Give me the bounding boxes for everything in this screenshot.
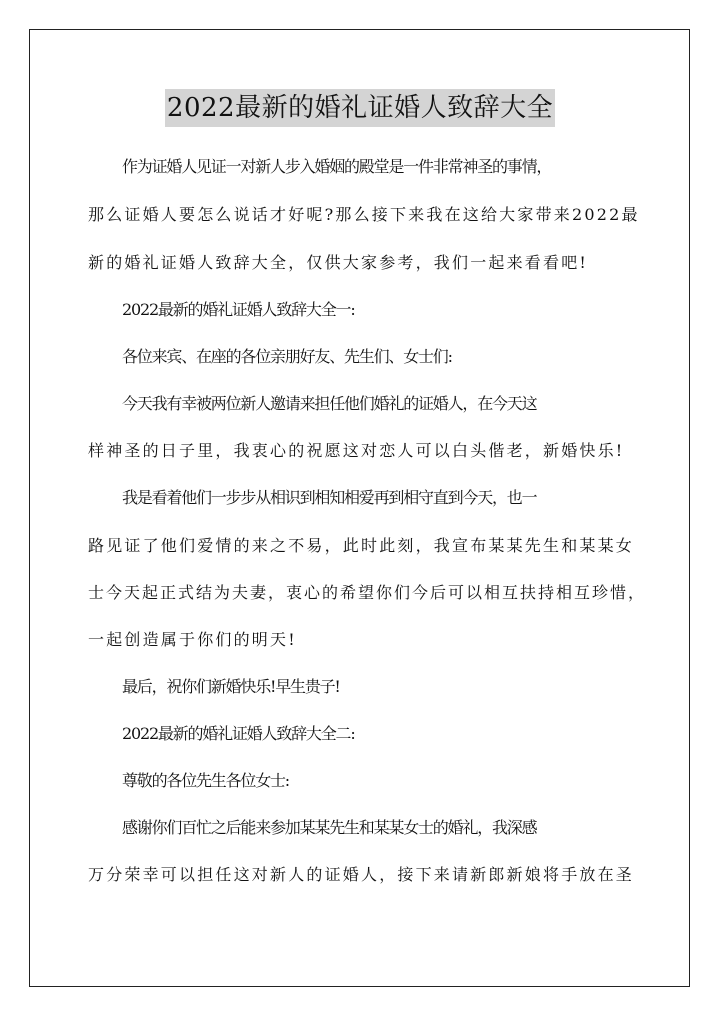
paragraph-line: 万分荣幸可以担任这对新人的证婚人，接下来请新郎新娘将手放在圣 [88, 865, 635, 884]
paragraph-line: 路见证了他们爱情的来之不易，此时此刻，我宣布某某先生和某某女 [88, 536, 635, 555]
paragraph-line: 感谢你们百忙之后能来参加某某先生和某某女士的婚礼，我深感 [122, 818, 537, 837]
paragraph-line: 新的婚礼证婚人致辞大全，仅供大家参考，我们一起来看看吧! [88, 253, 589, 272]
section-heading: 2022最新的婚礼证婚人致辞大全一: [122, 300, 355, 319]
paragraph-line: 尊敬的各位先生各位女士: [122, 771, 289, 790]
paragraph-line: 士今天起正式结为夫妻，衷心的希望你们今后可以相互扶持相互珍惜， [88, 583, 647, 602]
paragraph-line: 今天我有幸被两位新人邀请来担任他们婚礼的证婚人，在今天这 [122, 394, 537, 413]
paragraph-line: 各位来宾、在座的各位亲朋好友、先生们、女士们: [122, 347, 452, 366]
document-title: 2022最新的婚礼证婚人致辞大全 [165, 89, 555, 127]
paragraph-line: 一起创造属于你们的明天! [88, 630, 297, 649]
paragraph-line: 作为证婚人见证一对新人步入婚姻的殿堂是一件非常神圣的事情， [122, 157, 552, 176]
paragraph-line: 样神圣的日子里，我衷心的祝愿这对恋人可以白头偕老，新婚快乐! [88, 441, 625, 460]
paragraph-line: 我是看着他们一步步从相识到相知相爱再到相守直到今天，也一 [122, 488, 537, 507]
title-container [0, 89, 720, 127]
paragraph-line: 最后，祝你们新婚快乐!早生贵子! [122, 677, 340, 696]
paragraph-line: 那么证婚人要怎么说话才好呢?那么接下来我在这给大家带来2022最 [88, 205, 640, 224]
section-heading: 2022最新的婚礼证婚人致辞大全二: [122, 724, 355, 743]
